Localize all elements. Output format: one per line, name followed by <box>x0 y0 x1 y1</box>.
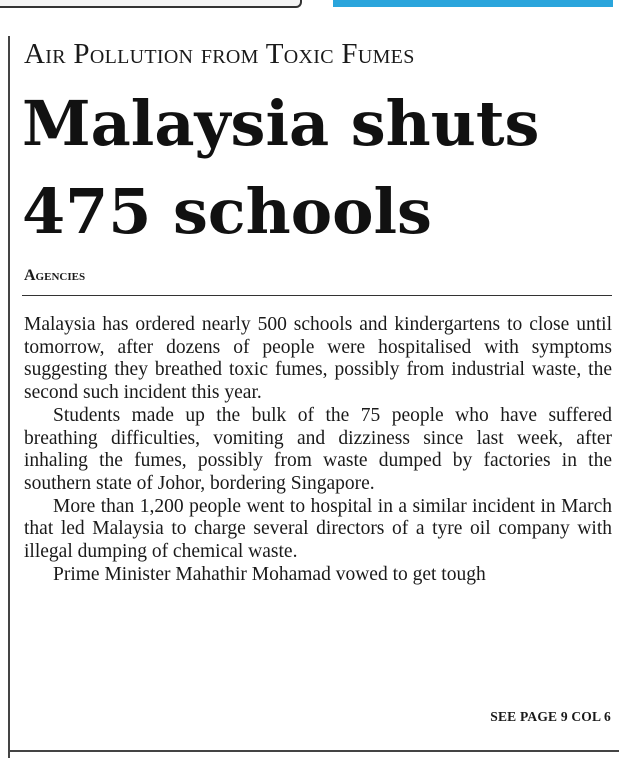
article-kicker: Air Pollution from Toxic Fumes <box>24 38 415 70</box>
paragraph-4: Prime Minister Mahathir Mohamad vowed to get tough <box>53 563 486 585</box>
column-rule-left <box>8 36 10 758</box>
blue-banner-strip <box>333 0 613 7</box>
headline-line-2: 475 schools <box>22 175 432 248</box>
previous-article-box-edge <box>0 0 302 8</box>
paragraph-1: Malaysia has ordered nearly 500 schools and kindergartens to close until tomorrow, after dozens of people were hospitalised with symptoms suggesting they breathed toxic fumes, possibly from industrial waste, the second such incident this year. <box>24 314 612 404</box>
headline-line-1: Malaysia shuts <box>22 87 540 160</box>
paragraph-3: More than 1,200 people went to hospital in a similar incident in March that led Malaysia to charge several directors of a tyre oil company with illegal dumping of chemical waste. <box>24 495 612 563</box>
paragraph-2: Students made up the bulk of the 75 people who have suffered breathing difficulties, vomiting and dizziness since last week, after inhaling the fumes, possibly from waste dumped by factories in the southern state of Johor, bordering Singapore. <box>24 404 612 494</box>
byline-divider <box>22 295 612 296</box>
continuation-jump-line[interactable]: SEE PAGE 9 COL 6 <box>490 709 611 724</box>
article-body <box>24 314 612 586</box>
article-byline: Agencies <box>24 267 86 284</box>
column-rule-bottom <box>10 750 619 752</box>
article-headline <box>22 80 612 256</box>
